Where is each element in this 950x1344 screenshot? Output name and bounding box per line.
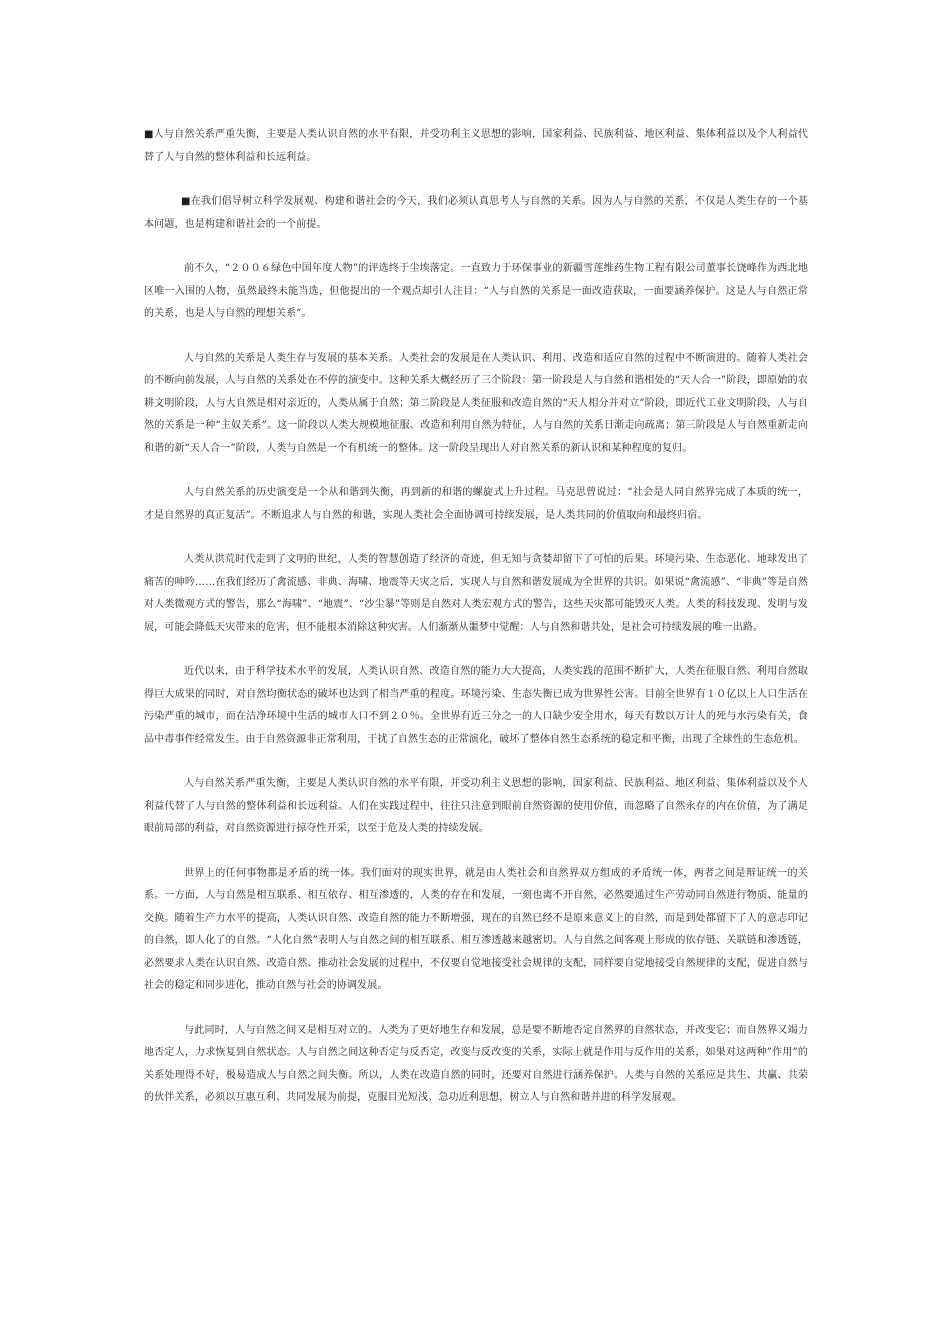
paragraph-2: ■在我们倡导树立科学发展观、构建和谐社会的今天，我们必须认真思考人与自然的关系。因为人与自然的关系，不仅是人类生存的一个基本问题，也是构建和谐社会的一个前提。: [144, 196, 808, 230]
paragraph-gap: [144, 998, 808, 1020]
paragraph-gap: [144, 751, 808, 773]
paragraph-10: 与此同时，人与自然之间又是相互对立的。人类为了更好地生存和发展，总是要不断地否定自然界的自然状态，并改变它；而自然界又竭力地否定人，力求恢复到自然状态。人与自然之间这种否定与反否定，改变与反改变的关系，实际上就是作用与反作用的关系，如果对这两种”作用”的关系处理得不好，极易造成人与自然之间失衡。所以，人类在改造自然的同时，还要对自然进行涵养保护。人类与自然的关系应是共生、共赢、共荣的伙伴关系，必须以互惠互利、共同发展为前提，克服目光短浅、急功近利思想，树立人与自然和谐并进的科学发展观。: [144, 1024, 808, 1103]
paragraph-7: 近代以来，由于科学技术水平的发展，人类认识自然、改造自然的能力大大提高，人类实践的范围不断扩大，人类在征服自然、利用自然取得巨大成果的同时，对自然均衡状态的破坏也达到了相当严重的程度。环境污染、生态失衡已成为世界性公害。目前全世界有１０亿以上人口生活在污染严重的城市，而在洁净环境中生活的城市人口不到２０％。全世界有近三分之一的人口缺少安全用水，每天有数以万计人的死与水污染有关，食品中毒事件经常发生。由于自然资源非正常利用，干扰了自然生态的正常演化，破坏了整体自然生态系统的稳定和平衡，出现了全球性的生态危机。: [144, 666, 808, 745]
paragraph-gap: [144, 639, 808, 661]
document-body: [144, 124, 808, 1110]
paragraph-gap: [144, 236, 808, 258]
paragraph-4: 人与自然的关系是人类生存与发展的基本关系。人类社会的发展是在人类认识、利用、改造和适应自然的过程中不断演进的。随着人类社会的不断向前发展，人与自然的关系处在不停的演变中。这种关系大概经历了三个阶段：第一阶段是人与自然和谐相处的“天人合一”阶段，即原始的农耕文明阶段，人与大自然是相对亲近的，人类从属于自然；第二阶段是人类征服和改造自然的“天人相分并对立”阶段，即近代工业文明阶段，人与自然的关系是一种“主奴关系”。这一阶段以人类大规模地征服、改造和利用自然为特征，人与自然的关系日渐走向疏离；第三阶段是人与自然重新走向和谐的新“天人合一”阶段，人类与自然是一个有机统一的整体。这一阶段呈现出人对自然关系的新认识和某种程度的复归。: [144, 352, 808, 454]
paragraph-3: 前不久，“２００６绿色中国年度人物”的评选终于尘埃落定。一直致力于环保事业的新疆雪莲维药生物工程有限公司董事长饶峰作为西北地区唯一入围的人物，虽然最终未能当选，但他提出的一个观点却引人注目：“人与自然的关系是一面改造获取，一面要涵养保护。这是人与自然正常的关系，也是人与自然的理想关系”。: [144, 263, 808, 319]
paragraph-8: 人与自然关系严重失衡，主要是人类认识自然的水平有限，并受功利主义思想的影响，国家利益、民族利益、地区利益、集体利益以及个人利益代替了人与自然的整体利益和长远利益。人们在实践过程中，往往只注意到眼前自然资源的使用价值，而忽略了自然永存的内在价值，为了满足眼前局部的利益，对自然资源进行掠夺性开采，以至于危及人类的持续发展。: [144, 778, 808, 834]
paragraph-gap: [144, 527, 808, 549]
paragraph-gap: [144, 460, 808, 482]
paragraph-9: 世界上的任何事物都是矛盾的统一体。我们面对的现实世界，就是由人类社会和自然界双方组成的矛盾统一体，两者之间是辩证统一的关系。一方面，人与自然是相互联系、相互依存、相互渗透的，人类的存在和发展，一刻也离不开自然，必然要通过生产劳动同自然进行物质、能量的交换。随着生产力水平的提高，人类认识自然、改造自然的能力不断增强，现在的自然已经不是原来意义上的自然，而是到处都留下了人的意志印记的自然，即人化了的自然。“人化自然”表明人与自然之间的相互联系、相互渗透越来越密切。人与自然之间客观上形成的依存链、关联链和渗透链，必然要求人类在认识自然、改造自然、推动社会发展的过程中，不仅要自觉地接受社会规律的支配，同样要自觉地接受自然规律的支配，促进自然与社会的稳定和同步进化，推动自然与社会的协调发展。: [144, 867, 808, 991]
paragraph-gap: [144, 169, 808, 191]
paragraph-5: 人与自然关系的历史演变是一个从和谐到失衡，再到新的和谐的螺旋式上升过程。马克思曾说过：“社会是人同自然界完成了本质的统一，才是自然界的真正复活”。不断追求人与自然的和谐，实现人类社会全面协调可持续发展，是人类共同的价值取向和最终归宿。: [144, 487, 808, 521]
paragraph-6: 人类从洪荒时代走到了文明的世纪，人类的智慧创造了经济的奇迹，但无知与贪婪却留下了可怕的后果。环境污染、生态恶化、地球发出了痛苦的呻吟……在我们经历了禽流感、非典、海啸、地震等天灾之后，实现人与自然和谐发展成为全世界的共识。如果说“禽流感”、“非典”等是自然对人类微观方式的警告，那么“海啸”、“地震”、“沙尘暴”等则是自然对人类宏观方式的警告，这些天灾都可能毁灭人类。人类的科技发现、发明与发展，可能会降低天灾带来的危害，但不能根本消除这种灾害。人们渐渐从噩梦中觉醒：人与自然和谐共处，是社会可持续发展的唯一出路。: [144, 554, 808, 633]
paragraph-gap: [144, 841, 808, 863]
paragraph-gap: [144, 326, 808, 348]
paragraph-1: ■人与自然关系严重失衡，主要是人类认识自然的水平有限，并受功利主义思想的影响，国家利益、民族利益、地区利益、集体利益以及个人利益代替了人与自然的整体利益和长远利益。: [144, 129, 808, 163]
